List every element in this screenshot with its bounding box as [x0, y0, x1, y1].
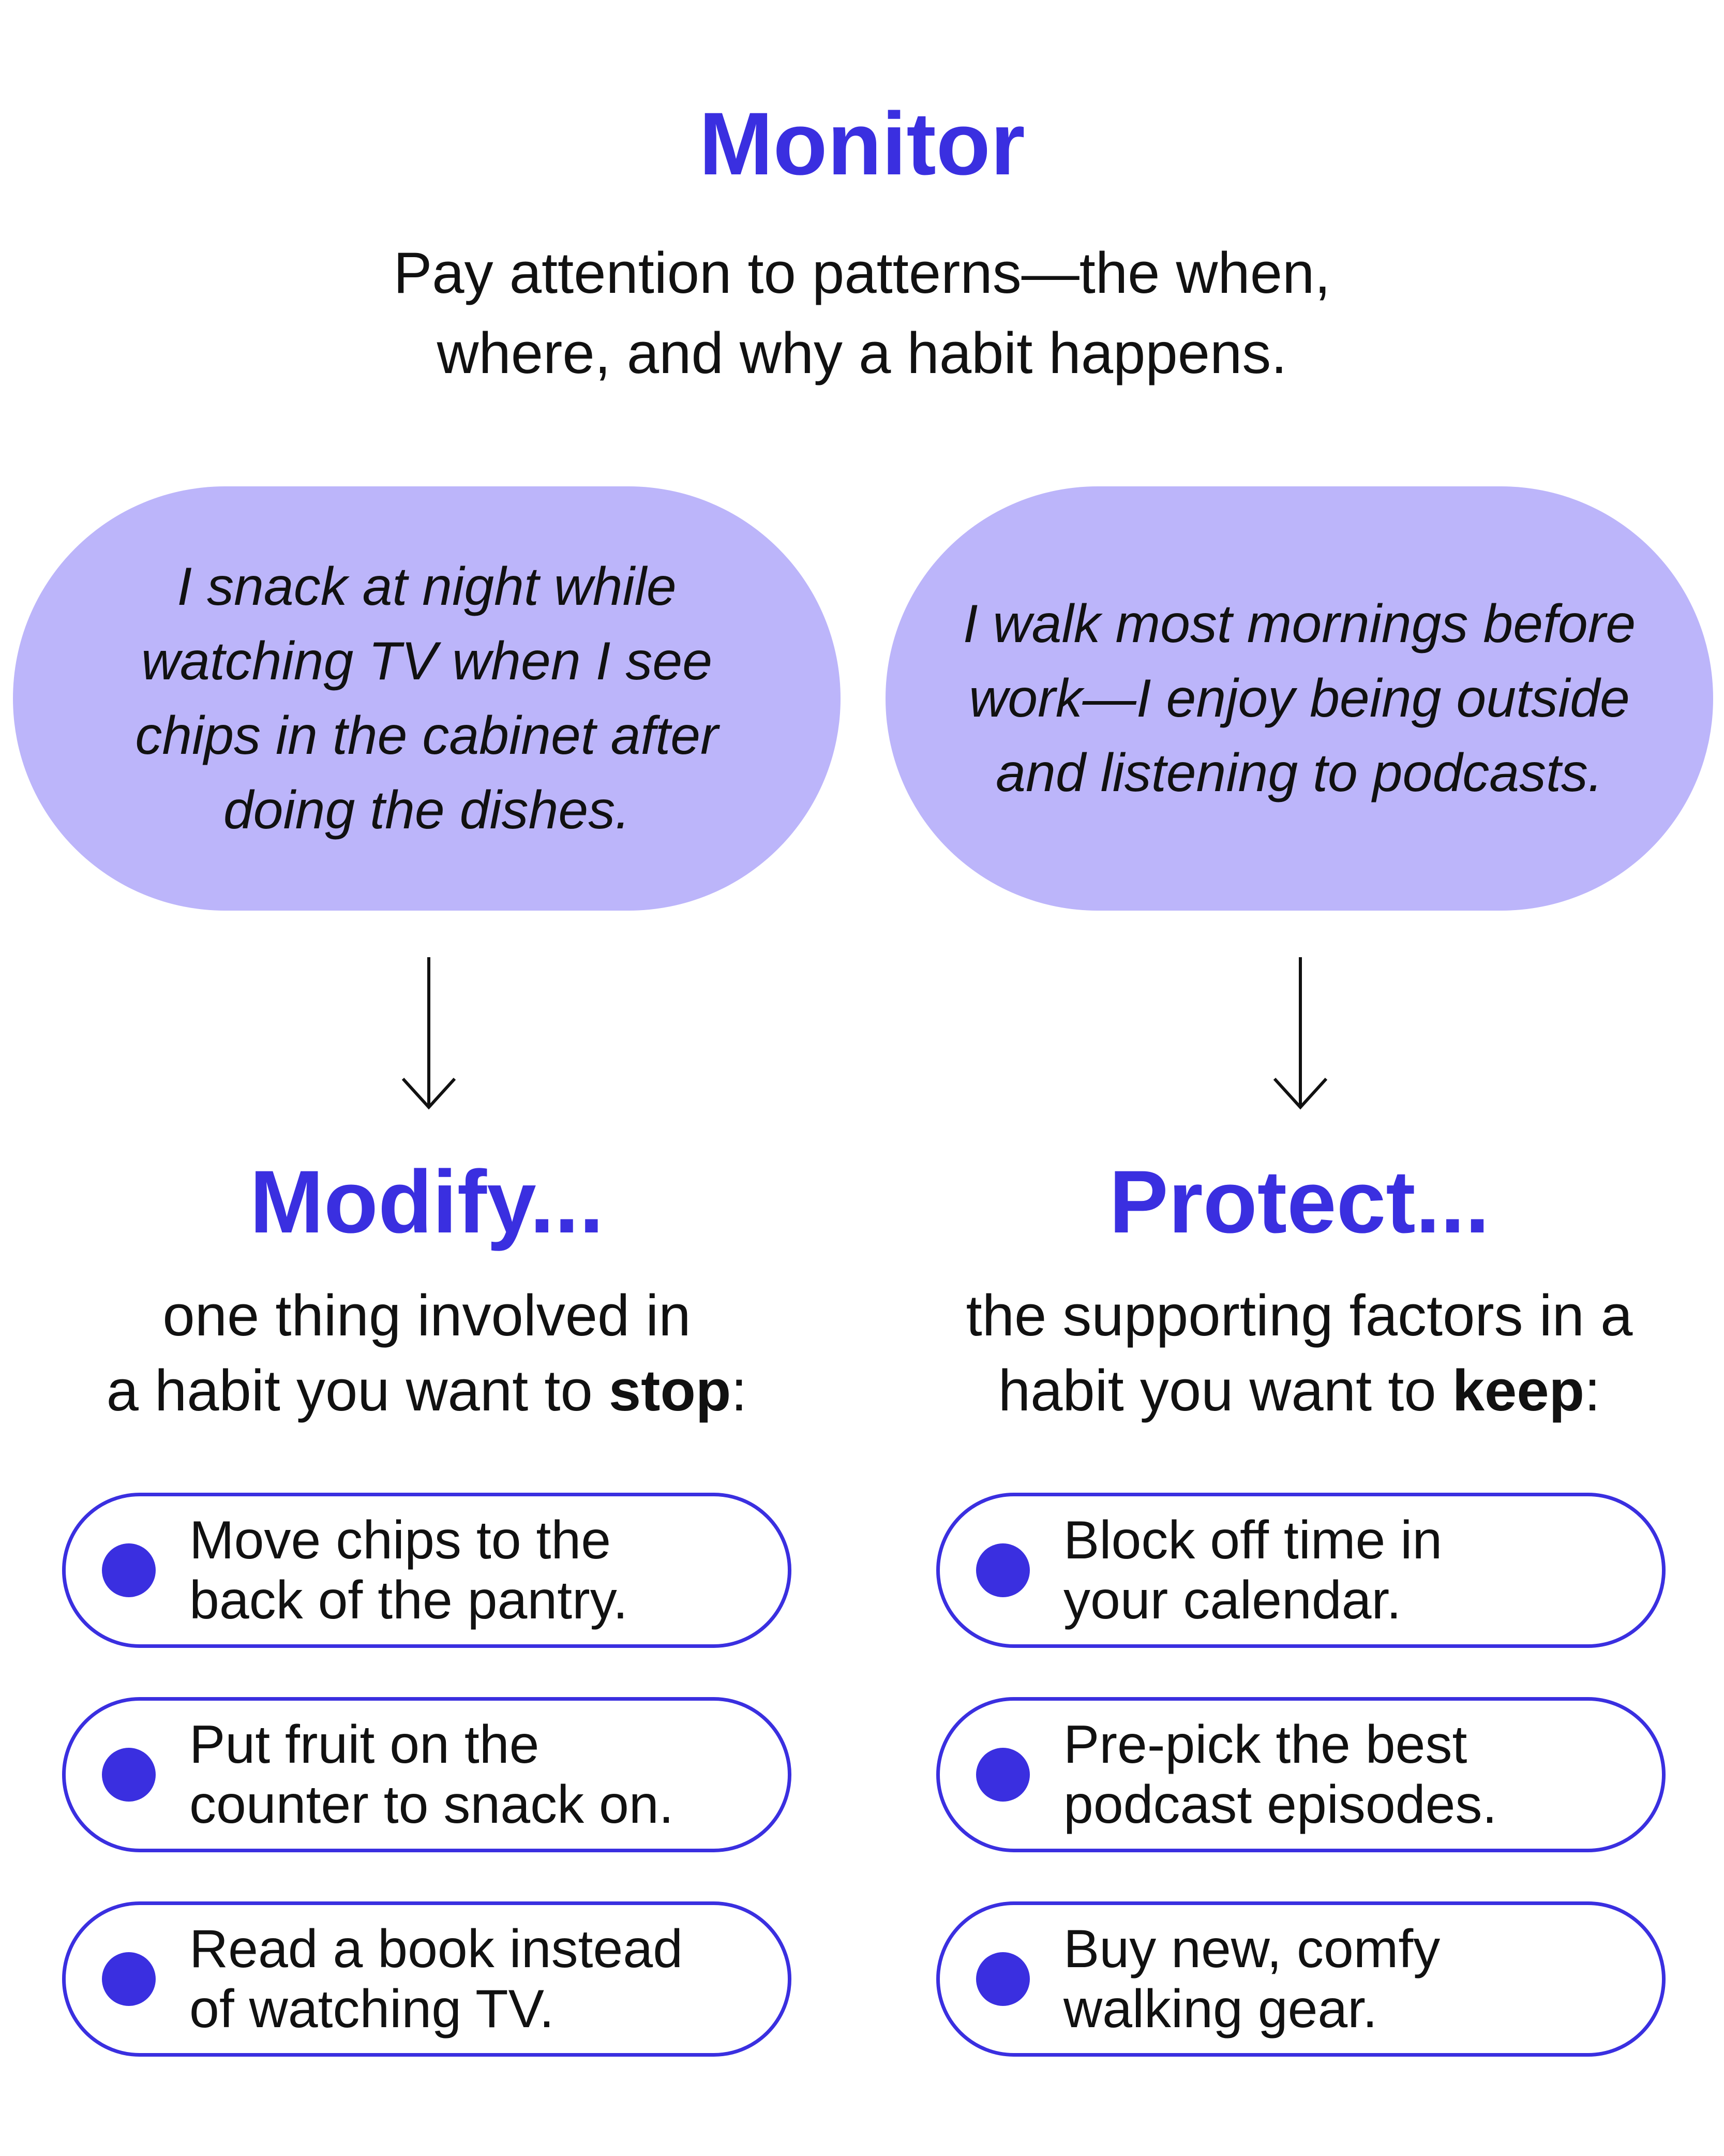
protect-item-text: Pre-pick the best podcast episodes. — [1063, 1715, 1497, 1835]
modify-description-line-2 — [13, 1353, 841, 1428]
modify-heading: Modify... — [249, 1152, 604, 1252]
monitor-description-line-2: where, and why a habit happens. — [437, 321, 1287, 385]
modify-description-line-1: one thing involved in — [162, 1283, 691, 1348]
protect-item-text: Buy new, comfy walking gear. — [1063, 1919, 1441, 2039]
modify-keyword-stop: stop — [608, 1358, 731, 1423]
protect-list-item — [936, 1493, 1666, 1648]
protect-list-item — [936, 1901, 1666, 2057]
protect-list-item — [936, 1697, 1666, 1852]
bullet-dot-icon — [102, 1543, 156, 1597]
protect-line2-prefix: habit you want to — [998, 1358, 1452, 1423]
modify-list-item — [62, 1697, 791, 1852]
modify-item-text: Read a book instead of watching TV. — [189, 1919, 683, 2039]
monitor-description — [0, 233, 1724, 393]
protect-description — [886, 1278, 1713, 1428]
modify-line2-prefix: a habit you want to — [106, 1358, 609, 1423]
modify-list-item — [62, 1493, 791, 1648]
modify-description — [13, 1278, 841, 1428]
bullet-dot-icon — [976, 1543, 1030, 1597]
bullet-dot-icon — [976, 1748, 1030, 1802]
bullet-dot-icon — [102, 1952, 156, 2006]
monitor-description-line-1: Pay attention to patterns—the when, — [393, 241, 1331, 305]
bullet-dot-icon — [102, 1748, 156, 1802]
protect-description-line-2 — [886, 1353, 1713, 1428]
modify-item-text: Move chips to the back of the pantry. — [189, 1510, 628, 1630]
protect-description-line-1: the supporting factors in a — [966, 1283, 1633, 1348]
down-arrow-icon — [1269, 957, 1331, 1112]
example-text-stop-habit: I snack at night while watching TV when I see chips in the cabinet after doing the dishes. — [135, 557, 718, 840]
modify-item-text: Put fruit on the counter to snack on. — [189, 1715, 674, 1835]
monitor-title: Monitor — [699, 94, 1025, 194]
protect-keyword-keep: keep — [1452, 1358, 1585, 1423]
modify-line2-suffix: : — [731, 1358, 747, 1423]
modify-list-item — [62, 1901, 791, 2057]
example-pill-stop-habit — [13, 486, 841, 911]
example-text-keep-habit: I walk most mornings before work—I enjoy being outside and listening to podcasts. — [963, 594, 1636, 803]
example-pill-keep-habit — [886, 486, 1713, 911]
protect-line2-suffix: : — [1584, 1358, 1601, 1423]
bullet-dot-icon — [976, 1952, 1030, 2006]
protect-heading: Protect... — [1109, 1152, 1490, 1252]
protect-item-text: Block off time in your calendar. — [1063, 1510, 1443, 1630]
down-arrow-icon — [398, 957, 460, 1112]
